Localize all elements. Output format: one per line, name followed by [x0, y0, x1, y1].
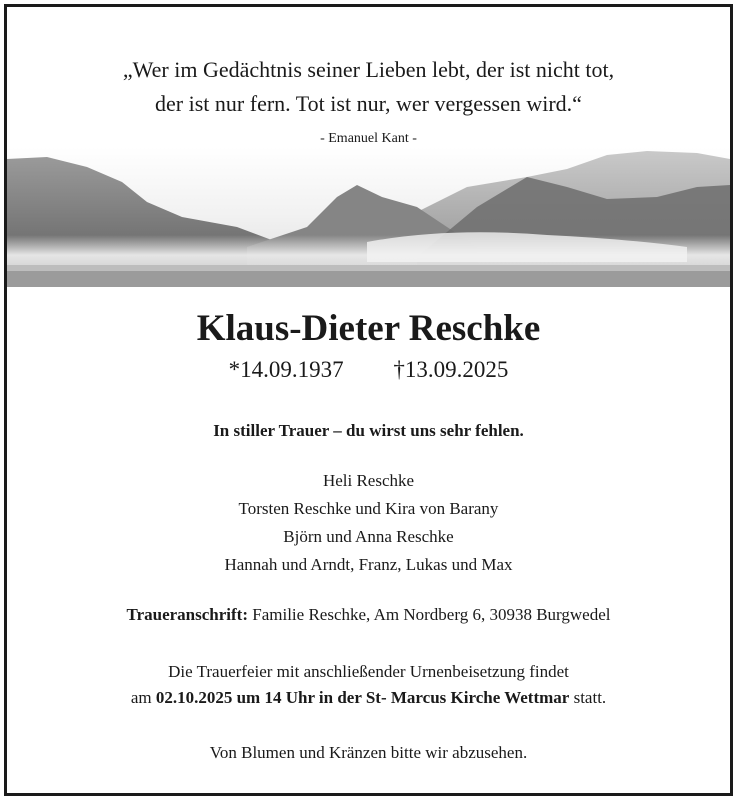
- ceremony-info: [7, 659, 730, 711]
- ceremony-date-location: 02.10.2025 um 14 Uhr in der St- Marcus Kirche Wettmar: [155, 688, 570, 707]
- death-date: †13.09.2025: [393, 357, 509, 382]
- obituary-frame: [4, 4, 733, 796]
- quote-line-1: „Wer im Gedächtnis seiner Lieben lebt, der ist nicht tot,: [122, 57, 615, 82]
- family-member: Hannah und Arndt, Franz, Lukas und Max: [224, 555, 513, 574]
- deceased-name: Klaus-Dieter Reschke: [196, 308, 541, 349]
- family-member: Torsten Reschke und Kira von Barany: [238, 499, 499, 518]
- address-text: Familie Reschke, Am Nordberg 6, 30938 Burgwedel: [248, 605, 611, 624]
- family-member: Björn und Anna Reschke: [283, 527, 454, 546]
- family-list: [7, 467, 730, 579]
- family-member: Heli Reschke: [322, 471, 415, 490]
- ceremony-line-2: [7, 685, 730, 711]
- life-dates: [7, 357, 730, 383]
- quote-line-2: der ist nur fern. Tot ist nur, wer vergessen wird.“: [155, 91, 582, 116]
- ceremony-prefix: am: [130, 688, 156, 707]
- mourning-line: In stiller Trauer – du wirst uns sehr fehlen.: [213, 421, 524, 440]
- ceremony-suffix: statt.: [569, 688, 607, 707]
- quote-author: - Emanuel Kant -: [320, 131, 417, 146]
- quote: [7, 53, 730, 121]
- mourning-address: [7, 605, 730, 625]
- ceremony-line-1: Die Trauerfeier mit anschließender Urnenbeisetzung findet: [168, 662, 569, 681]
- flowers-note: Von Blumen und Kränzen bitte wir abzusehen.: [209, 743, 528, 762]
- mountain-landscape-image: [7, 147, 730, 287]
- birth-date: *14.09.1937: [228, 357, 344, 382]
- address-label: Traueranschrift:: [126, 605, 249, 624]
